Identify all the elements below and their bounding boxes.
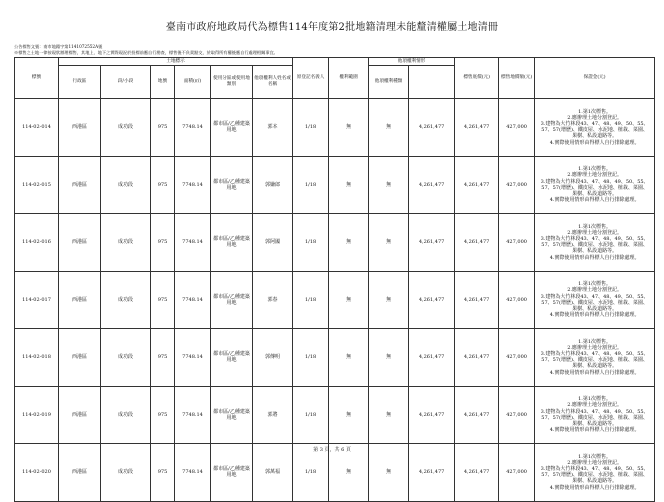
remark-line: 2.應辦理土地分割登記。 bbox=[567, 459, 622, 466]
cell-area: 7748.14 bbox=[175, 99, 211, 157]
cell-rights-holder: 無 bbox=[329, 386, 369, 444]
remark-line: 果樹、私設道路等。 bbox=[572, 248, 618, 255]
cell-remarks bbox=[535, 156, 655, 214]
cell-share: 1/18 bbox=[293, 271, 329, 329]
cell-deposit: 427,000 bbox=[499, 444, 535, 502]
cell-number: 114-02-019 bbox=[15, 386, 59, 444]
cell-parcel: 975 bbox=[151, 214, 175, 272]
cell-rights-holder: 無 bbox=[329, 156, 369, 214]
cell-parcel: 975 bbox=[151, 329, 175, 387]
cell-land-price: 4,261,477 bbox=[455, 386, 499, 444]
cell-section: 成功段 bbox=[101, 99, 151, 157]
cell-section: 成功段 bbox=[101, 444, 151, 502]
cell-zoning: 都市區/乙種建築用地 bbox=[211, 99, 253, 157]
cell-zoning: 都市區/乙種建築用地 bbox=[211, 329, 253, 387]
cell-number: 114-02-015 bbox=[15, 156, 59, 214]
header-deposit: 保證金(元) bbox=[535, 58, 655, 99]
remark-line: 57、57(增歷)、鐵皮屋、水泥地、植栽、菜園、 bbox=[541, 472, 648, 479]
cell-rights-holder: 無 bbox=[329, 329, 369, 387]
header-share: 權利範圍 bbox=[329, 58, 369, 99]
cell-zoning: 都市區/乙種建築用地 bbox=[211, 214, 253, 272]
cell-rights-holder: 無 bbox=[329, 99, 369, 157]
cell-land-price: 4,261,477 bbox=[455, 214, 499, 272]
cell-rights-type: 無 bbox=[369, 444, 409, 502]
cell-rights-holder: 無 bbox=[329, 271, 369, 329]
remark-line: 1.第1次標售。 bbox=[578, 281, 612, 288]
remark-line: 果樹、私設道路等。 bbox=[572, 363, 618, 370]
cell-zoning: 都市區/乙種建築用地 bbox=[211, 386, 253, 444]
remark-line: 57、57(增歷)、鐵皮屋、水泥地、植栽、菜園、 bbox=[541, 127, 648, 134]
cell-owner: 郭阿國 bbox=[253, 214, 293, 272]
remark-line: 1.第1次標售。 bbox=[578, 396, 612, 403]
cell-rights-type: 無 bbox=[369, 214, 409, 272]
cell-parcel: 975 bbox=[151, 99, 175, 157]
cell-total-price: 4,261,477 bbox=[409, 386, 455, 444]
remark-line: 4.實際使用情形由得標人自行排除處理。 bbox=[549, 254, 640, 261]
cell-total-price: 4,261,477 bbox=[409, 444, 455, 502]
cell-land-price: 4,261,477 bbox=[455, 271, 499, 329]
remark-line: 2.應辦理土地分割登記。 bbox=[567, 229, 622, 236]
table-row bbox=[15, 386, 655, 444]
cell-zoning: 都市區/乙種建築用地 bbox=[211, 444, 253, 502]
remark-line: 4.實際使用情形由得標人自行排除處理。 bbox=[549, 312, 640, 319]
cell-district: 西港區 bbox=[59, 214, 101, 272]
cell-remarks bbox=[535, 214, 655, 272]
cell-rights-type: 無 bbox=[369, 99, 409, 157]
table-row bbox=[15, 214, 655, 272]
cell-parcel: 975 bbox=[151, 271, 175, 329]
cell-owner: 郭春 bbox=[253, 271, 293, 329]
remark-line: 3.建物為大竹林段43、47、48、49、50、55、 bbox=[540, 293, 649, 300]
cell-parcel: 975 bbox=[151, 386, 175, 444]
remark-line: 1.第1次標售。 bbox=[578, 453, 612, 460]
remark-line: 3.建物為大竹林段43、47、48、49、50、55、 bbox=[540, 408, 649, 415]
remark-line: 果樹、私設道路等。 bbox=[572, 133, 618, 140]
remark-line: 3.建物為大竹林段43、47、48、49、50、55、 bbox=[540, 466, 649, 473]
cell-share: 1/18 bbox=[293, 214, 329, 272]
header-zoning: 使用分區或使用地類別 bbox=[211, 66, 253, 99]
header-land-price: 標售地價額(元) bbox=[499, 58, 535, 99]
cell-deposit: 427,000 bbox=[499, 271, 535, 329]
cell-share: 1/18 bbox=[293, 329, 329, 387]
remark-line: 4.實際使用情形由得標人自行排除處理。 bbox=[549, 139, 640, 146]
cell-remarks bbox=[535, 329, 655, 387]
cell-area: 7748.14 bbox=[175, 271, 211, 329]
remark-line: 4.實際使用情形由得標人自行排除處理。 bbox=[549, 427, 640, 434]
header-number: 標號 bbox=[15, 58, 59, 99]
cell-zoning: 都市區/乙種建築用地 bbox=[211, 271, 253, 329]
cell-rights-holder: 無 bbox=[329, 214, 369, 272]
cell-remarks bbox=[535, 386, 655, 444]
notice-number: 公告標售文號：南市地籍字第1141072552A號 bbox=[14, 44, 103, 49]
remark-line: 3.建物為大竹林段43、47、48、49、50、55、 bbox=[540, 121, 649, 128]
cell-share: 1/18 bbox=[293, 444, 329, 502]
cell-total-price: 4,261,477 bbox=[409, 214, 455, 272]
header-total-price: 標售底價(元) bbox=[455, 58, 499, 99]
cell-parcel: 975 bbox=[151, 444, 175, 502]
remark-line: 57、57(增歷)、鐵皮屋、水泥地、植栽、菜園、 bbox=[541, 414, 648, 421]
header-other-rights-group: 他項權利情形 bbox=[369, 58, 455, 66]
cell-area: 7748.14 bbox=[175, 214, 211, 272]
cell-parcel: 975 bbox=[151, 156, 175, 214]
cell-land-price: 4,261,477 bbox=[455, 444, 499, 502]
remark-line: 4.實際使用情形由得標人自行排除處理。 bbox=[549, 369, 640, 376]
table-row bbox=[15, 329, 655, 387]
remark-line: 57、57(增歷)、鐵皮屋、水泥地、植栽、菜園、 bbox=[541, 357, 648, 364]
cell-deposit: 427,000 bbox=[499, 214, 535, 272]
cell-land-price: 4,261,477 bbox=[455, 99, 499, 157]
cell-land-price: 4,261,477 bbox=[455, 156, 499, 214]
cell-total-price: 4,261,477 bbox=[409, 156, 455, 214]
cell-district: 西港區 bbox=[59, 271, 101, 329]
table-row bbox=[15, 99, 655, 157]
remark-line: 3.建物為大竹林段43、47、48、49、50、55、 bbox=[540, 178, 649, 185]
cell-section: 成功段 bbox=[101, 156, 151, 214]
cell-rights-type: 無 bbox=[369, 271, 409, 329]
cell-section: 成功段 bbox=[101, 214, 151, 272]
cell-district: 西港區 bbox=[59, 386, 101, 444]
table-row bbox=[15, 271, 655, 329]
header-land-group: 土地標示 bbox=[59, 58, 293, 66]
cell-rights-holder: 無 bbox=[329, 444, 369, 502]
remark-line: 57、57(增歷)、鐵皮屋、水泥地、植栽、菜園、 bbox=[541, 242, 648, 249]
cell-deposit: 427,000 bbox=[499, 99, 535, 157]
cell-total-price: 4,261,477 bbox=[409, 99, 455, 157]
header-rights-type: 他項權利種類 bbox=[369, 66, 409, 99]
remark-line: 果樹、私設道路等。 bbox=[572, 190, 618, 197]
remark-line: 果樹、私設道路等。 bbox=[572, 305, 618, 312]
cell-deposit: 427,000 bbox=[499, 386, 535, 444]
remark-line: 2.應辦理土地分割登記。 bbox=[567, 287, 622, 294]
cell-rights-type: 無 bbox=[369, 156, 409, 214]
cell-section: 成功段 bbox=[101, 329, 151, 387]
header-section: 段/小段 bbox=[101, 66, 151, 99]
cell-number: 114-02-014 bbox=[15, 99, 59, 157]
land-table bbox=[14, 57, 655, 502]
cell-deposit: 427,000 bbox=[499, 329, 535, 387]
remark-line: 2.應辦理土地分割登記。 bbox=[567, 172, 622, 179]
header-owner: 原登記名義人 bbox=[293, 58, 329, 99]
remark-line: 2.應辦理土地分割登記。 bbox=[567, 114, 622, 121]
cell-owner: 郭嫌郎 bbox=[253, 156, 293, 214]
cell-district: 西港區 bbox=[59, 99, 101, 157]
cell-owner: 郭本 bbox=[253, 99, 293, 157]
remark-line: 3.建物為大竹林段43、47、48、49、50、55、 bbox=[540, 236, 649, 243]
cell-share: 1/18 bbox=[293, 386, 329, 444]
cell-total-price: 4,261,477 bbox=[409, 271, 455, 329]
remark-line: 4.實際使用情形由得標人自行排除處理。 bbox=[549, 197, 640, 204]
cell-number: 114-02-017 bbox=[15, 271, 59, 329]
cell-land-price: 4,261,477 bbox=[455, 329, 499, 387]
remark-line: 1.第1次標售。 bbox=[578, 166, 612, 173]
notice-disclaimer: ※標售之土地一律按現狀辦理標售，其地上、地下之實際現況於投標前應自行勘查，標售後不負責點交，於取得所有權後應自行處理相關事宜。 bbox=[14, 49, 278, 55]
cell-deposit: 427,000 bbox=[499, 156, 535, 214]
remark-line: 4.實際使用情形由得標人自行排除處理。 bbox=[549, 484, 640, 491]
cell-owner: 郭傳明 bbox=[253, 329, 293, 387]
cell-remarks bbox=[535, 99, 655, 157]
remark-line: 1.第1次標售。 bbox=[578, 223, 612, 230]
cell-area: 7748.14 bbox=[175, 156, 211, 214]
cell-section: 成功段 bbox=[101, 386, 151, 444]
cell-area: 7748.14 bbox=[175, 386, 211, 444]
header-district: 行政區 bbox=[59, 66, 101, 99]
remark-line: 果樹、私設道路等。 bbox=[572, 478, 618, 485]
table-row bbox=[15, 156, 655, 214]
notes bbox=[14, 44, 654, 55]
remark-line: 57、57(增歷)、鐵皮屋、水泥地、植栽、菜園、 bbox=[541, 299, 648, 306]
header-parcel: 地號 bbox=[151, 66, 175, 99]
header-area: 面積(㎡) bbox=[175, 66, 211, 99]
cell-area: 7748.14 bbox=[175, 329, 211, 387]
remark-line: 果樹、私設道路等。 bbox=[572, 420, 618, 427]
remark-line: 3.建物為大竹林段43、47、48、49、50、55、 bbox=[540, 351, 649, 358]
remark-line: 2.應辦理土地分割登記。 bbox=[567, 402, 622, 409]
remark-line: 2.應辦理土地分割登記。 bbox=[567, 344, 622, 351]
cell-district: 西港區 bbox=[59, 156, 101, 214]
cell-rights-type: 無 bbox=[369, 386, 409, 444]
cell-area: 7748.14 bbox=[175, 444, 211, 502]
page-title: 臺南市政府地政局代為標售114年度第2批地籍清理未能釐清權屬土地清冊 bbox=[165, 22, 499, 33]
cell-share: 1/18 bbox=[293, 156, 329, 214]
cell-rights-type: 無 bbox=[369, 329, 409, 387]
cell-section: 成功段 bbox=[101, 271, 151, 329]
cell-remarks bbox=[535, 271, 655, 329]
cell-share: 1/18 bbox=[293, 99, 329, 157]
remark-line: 1.第1次標售。 bbox=[578, 338, 612, 345]
cell-total-price: 4,261,477 bbox=[409, 329, 455, 387]
cell-owner: 郭萬福 bbox=[253, 444, 293, 502]
cell-number: 114-02-018 bbox=[15, 329, 59, 387]
page-footer: 第 3 頁，共 6 頁 bbox=[313, 447, 351, 453]
cell-district: 西港區 bbox=[59, 444, 101, 502]
cell-zoning: 都市區/乙種建築用地 bbox=[211, 156, 253, 214]
remark-line: 1.第1次標售。 bbox=[578, 108, 612, 115]
cell-number: 114-02-016 bbox=[15, 214, 59, 272]
remark-line: 57、57(增歷)、鐵皮屋、水泥地、植栽、菜園、 bbox=[541, 184, 648, 191]
header-rights-holder: 他項權利人姓名或名稱 bbox=[253, 66, 293, 99]
cell-number: 114-02-020 bbox=[15, 444, 59, 502]
cell-district: 西港區 bbox=[59, 329, 101, 387]
cell-owner: 郭將 bbox=[253, 386, 293, 444]
